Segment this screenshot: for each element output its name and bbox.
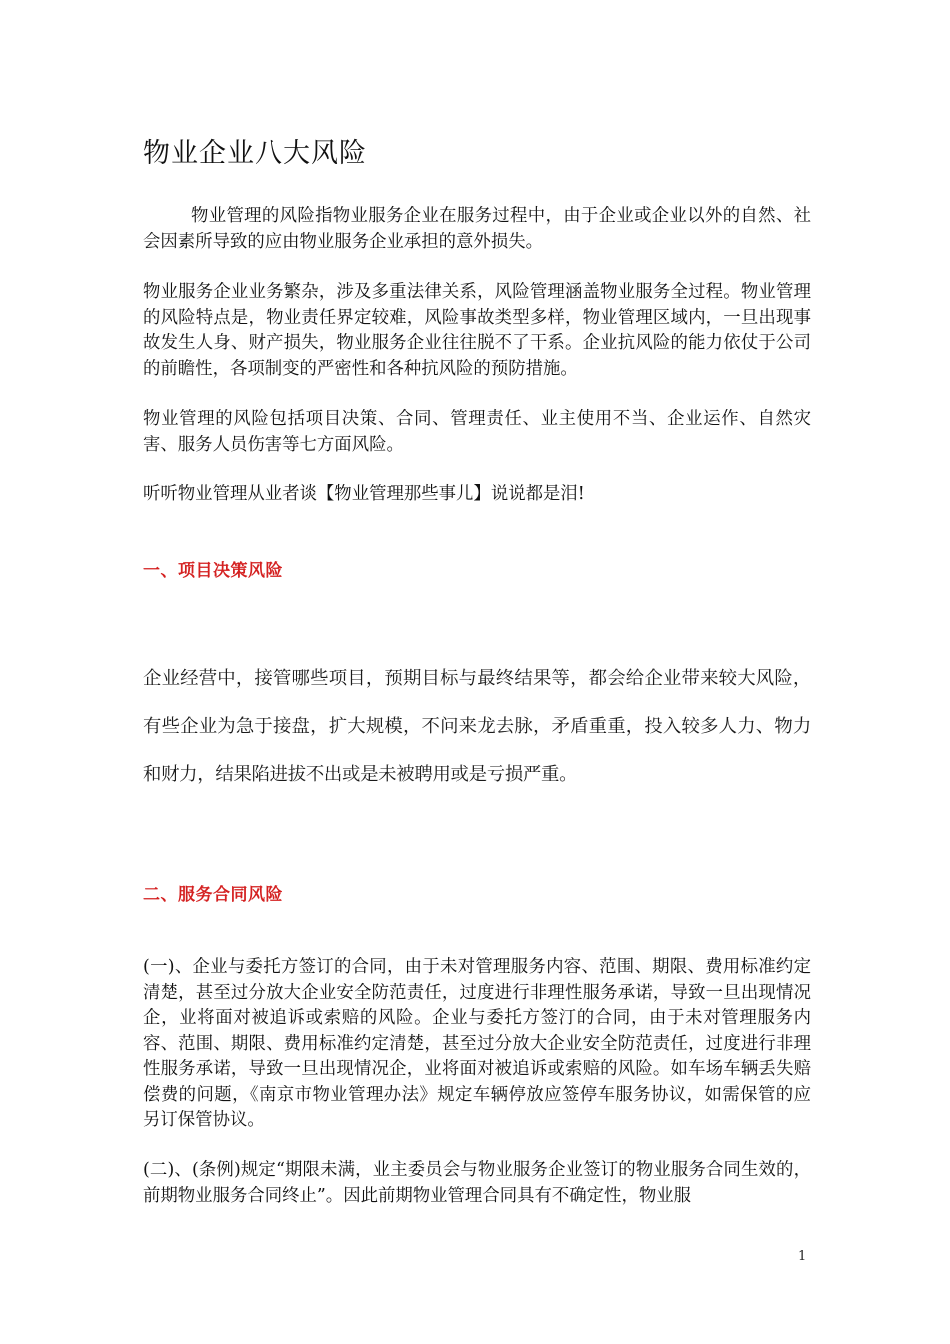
section-heading-2: 二、服务合同风险	[143, 885, 283, 905]
document-title: 物业企业八大风险	[143, 138, 367, 169]
intro-paragraph-4: 听听物业管理从业者谈【物业管理那些事儿】说说都是泪!	[143, 484, 585, 504]
intro-paragraph-1: 物业管理的风险指物业服务企业在服务过程中，由于企业或企业以外的自然、社会因素所导致的应由物业服务企业承担的意外损失。	[143, 206, 811, 252]
page-number: 1	[798, 1249, 807, 1264]
section-2-paragraph-2: (二)、(条例)规定“期限未满，业主委员会与物业服务企业签订的物业服务合同生效的，前期物业服务合同终止”。因此前期物业管理合同具有不确定性，物业服	[143, 1160, 811, 1206]
section-2-paragraph-1: (一)、企业与委托方签订的合同，由于未对管理服务内容、范围、期限、费用标准约定清楚，甚至过分放大企业安全防范责任，过度进行非理性服务承诺，导致一旦出现情况企，业将面对被追诉或索赔的风险。企业与委托方签汀的合同，由于未对管理服务内容、范围、期限、费用标准约定清楚，甚至过分放大企业安全防范责任，过度进行非理性服务承诺，导致一旦出现情况企，业将面对被追诉或索赔的风险。如车场车辆丢失赔偿费的问题，《南京市物业管理办法》规定车辆停放应签停车服务协议，如需保管的应另订保管协议。	[143, 957, 811, 1130]
intro-paragraph-3: 物业管理的风险包括项目决策、合同、管理责任、业主使用不当、企业运作、自然灾害、服务人员伤害等七方面风险。	[143, 409, 811, 455]
section-heading-1: 一、项目决策风险	[143, 561, 283, 581]
intro-paragraph-2: 物业服务企业业务繁杂，涉及多重法律关系，风险管理涵盖物业服务全过程。物业管理的风险特点是，物业责任界定较难，风险事故类型多样，物业管理区域内，一旦出现事故发生人身、财产损失，物业服务企业往往脱不了干系。企业抗风险的能力依仗于公司的前瞻性，各项制变的严密性和各种抗风险的预防措施。	[143, 282, 811, 379]
section-1-body: 企业经营中，接管哪些项目，预期目标与最终结果等，都会给企业带来较大风险，有些企业为急于接盘，扩大规模，不问来龙去脉，矛盾重重，投入较多人力、物力和财力，结果陷进拔不出或是未被聘用或是亏损严重。	[143, 668, 811, 785]
